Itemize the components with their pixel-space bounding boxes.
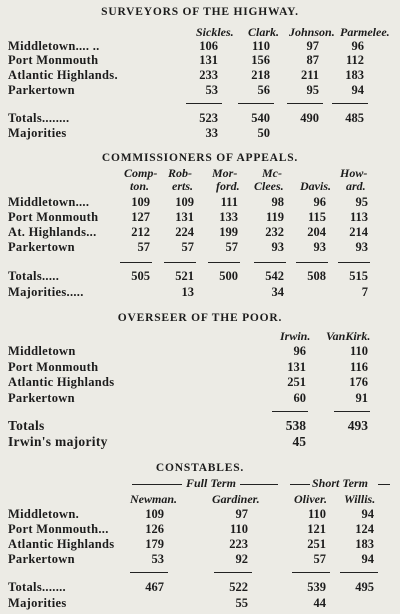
table-row: Atlantic Highlands 251 176 — [8, 375, 368, 389]
rule — [130, 572, 168, 573]
table-row: Port Monmouth 127 131 133 119 115 113 — [8, 210, 368, 224]
totals-row: Totals 538 493 — [8, 418, 368, 433]
totals-row: Totals........ 523 540 490 485 — [8, 111, 364, 125]
rule — [186, 103, 222, 104]
header-gardiner: Gardiner. — [212, 492, 260, 506]
majorities-row: Irwin's majority 45 — [8, 434, 306, 449]
table-row: Middletown. 109 97 110 94 — [8, 507, 374, 521]
table-row: Port Monmouth... 126 110 121 124 — [8, 522, 374, 536]
majorities-row: Majorities 55 44 — [8, 596, 326, 610]
header-parmelee: Parmelee. — [340, 25, 390, 39]
rule — [214, 572, 252, 573]
rule — [287, 103, 323, 104]
table-row: Middletown.... .. 106 110 97 96 — [8, 39, 364, 53]
header-newman: Newman. — [130, 492, 178, 506]
constables-title: CONSTABLES. — [155, 462, 245, 474]
header-oliver: Oliver. — [294, 492, 327, 506]
rule — [164, 262, 196, 263]
totals-row: Totals....... 467 522 539 495 — [8, 580, 374, 594]
commissioners-header-row-1: Comp- Rob- Mor- Mc- How- — [124, 166, 368, 180]
table-row: Port Monmouth 131 116 — [8, 360, 368, 374]
short-term-label: Short Term — [312, 476, 368, 490]
full-term-label: Full Term — [186, 476, 236, 490]
rule — [340, 572, 378, 573]
surveyors-title: SURVEYORS OF THE HIGHWAY. — [101, 6, 299, 18]
constables-header-row — [0, 491, 400, 507]
table-row: Middletown.... 109 109 111 98 96 95 — [8, 195, 368, 209]
table-row: Port Monmouth 131 156 87 112 — [8, 53, 364, 67]
totals-row: Totals..... 505 521 500 542 508 515 — [8, 269, 368, 283]
table-row: Atlantic Highlands. 233 218 211 183 — [8, 68, 364, 82]
rule — [254, 262, 286, 263]
rule — [292, 572, 330, 573]
rule — [296, 262, 328, 263]
header-sickles: Sickles. — [196, 25, 234, 39]
commissioners-header-row-2: ton. erts. ford. Clees. Davis. ard. — [130, 179, 366, 193]
header-vankirk: VanKirk. — [326, 329, 371, 343]
table-row: Atlantic Highlands 179 223 251 183 — [8, 537, 374, 551]
short-term-brace-right — [378, 484, 390, 485]
table-row: At. Highlands... 212 224 199 232 204 214 — [8, 225, 368, 239]
header-johnson: Johnson. — [289, 25, 335, 39]
commissioners-title: COMMISSIONERS OF APPEALS. — [101, 152, 299, 164]
table-row: Parkertown 53 92 57 94 — [8, 552, 374, 566]
table-row: Parkertown 57 57 57 93 93 93 — [8, 240, 368, 254]
rule — [238, 103, 274, 104]
term-group-row — [0, 476, 400, 490]
majorities-row: Majorities 33 50 — [8, 126, 270, 140]
rule — [334, 411, 370, 412]
header-clark: Clark. — [248, 25, 280, 39]
rule — [272, 411, 308, 412]
rule — [338, 262, 370, 263]
rule — [208, 262, 240, 263]
short-term-brace-left — [290, 484, 310, 485]
header-irwin: Irwin. — [280, 329, 311, 343]
majorities-row: Majorities..... 13 34 7 — [8, 285, 368, 299]
rule — [120, 262, 152, 263]
table-row: Middletown 96 110 — [8, 344, 368, 358]
rule — [332, 103, 368, 104]
table-row: Parkertown 60 91 — [8, 391, 368, 405]
table-row: Parkertown 53 56 95 94 — [8, 83, 364, 97]
full-term-brace-right — [240, 484, 278, 485]
header-willis: Willis. — [344, 492, 376, 506]
overseer-title: OVERSEER OF THE POOR. — [117, 312, 283, 324]
overseer-header-row — [0, 328, 400, 344]
